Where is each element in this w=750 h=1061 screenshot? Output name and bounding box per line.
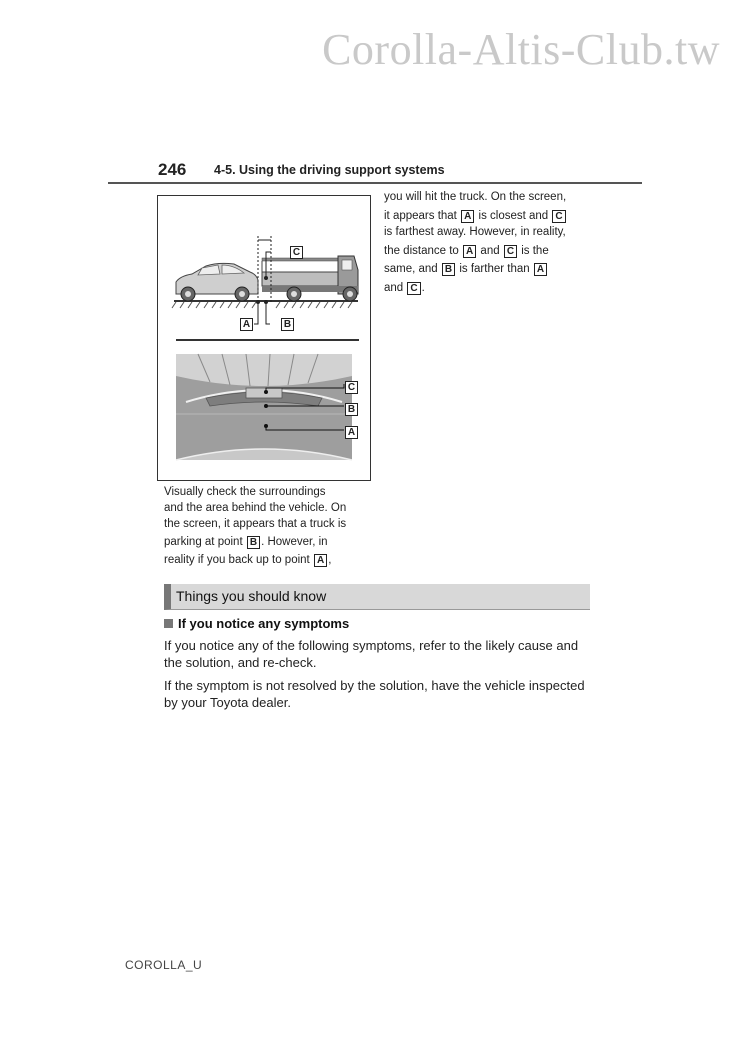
things-you-should-know-heading (164, 584, 590, 610)
explanation-text (384, 189, 589, 297)
text-line: is farthest away. However, in reality, (384, 226, 566, 239)
inline-tag-c: C (504, 245, 517, 258)
caption-line: and the area behind the vehicle. On (164, 502, 347, 514)
paragraph: If the symptom is not resolved by the solution, have the vehicle inspected by your Toyota dealer. (164, 678, 585, 710)
caption-line: , (328, 554, 332, 566)
caption-line: parking at point (164, 536, 246, 548)
side-view-illustration (158, 196, 370, 336)
top-label-a: A (240, 318, 253, 331)
caption-line: reality if you back up to point (164, 554, 313, 566)
camera-view-illustration (158, 342, 370, 462)
text-line: you will hit the truck. On the screen, (384, 191, 567, 203)
rear-camera-illustration (157, 195, 371, 481)
top-label-b: B (281, 318, 294, 331)
truck-bed (262, 272, 338, 286)
inline-tag-a: A (463, 245, 476, 258)
inline-tag-a: A (534, 263, 547, 276)
figure-divider (176, 339, 359, 341)
bottom-label-a: A (345, 426, 358, 439)
caption-line: the screen, it appears that a truck is (164, 518, 347, 530)
text-line: is farther than (456, 263, 533, 276)
watermark: Corolla-Altis-Club.tw (322, 25, 720, 74)
top-label-c: C (290, 246, 303, 259)
paragraph: If you notice any of the following symptoms, refer to the likely cause and the solution, and re-check. (164, 638, 579, 670)
know-title: Things you should know (176, 588, 327, 604)
inline-tag-b: B (247, 536, 260, 549)
caption-line: Visually check the surroundings (164, 486, 326, 498)
section-title: 4-5. Using the driving support systems (214, 163, 445, 177)
bottom-label-c: C (345, 381, 358, 394)
header-rule (108, 182, 642, 184)
subheading-text: If you notice any symptoms (178, 616, 350, 631)
text-line: it appears that (384, 209, 461, 222)
text-line: same, and (384, 263, 441, 276)
text-line: . (421, 281, 425, 294)
inline-tag-c: C (407, 282, 420, 295)
text-line: is the (518, 244, 549, 257)
page-number: 246 (158, 160, 187, 179)
footer-model-code: COROLLA_U (125, 958, 203, 972)
inline-tag-b: B (442, 263, 455, 276)
bottom-label-b: B (345, 403, 358, 416)
subheading (164, 616, 349, 631)
text-line: and (477, 244, 503, 257)
caption-line: . However, in (261, 536, 328, 548)
inline-tag-a: A (314, 554, 327, 567)
text-line: and (384, 281, 407, 294)
inline-tag-a: A (461, 210, 474, 223)
inline-tag-c: C (552, 210, 565, 223)
square-bullet-icon (164, 619, 173, 628)
text-line: the distance to (384, 244, 462, 257)
figure-caption (164, 484, 374, 568)
text-line: is closest and (475, 209, 552, 222)
